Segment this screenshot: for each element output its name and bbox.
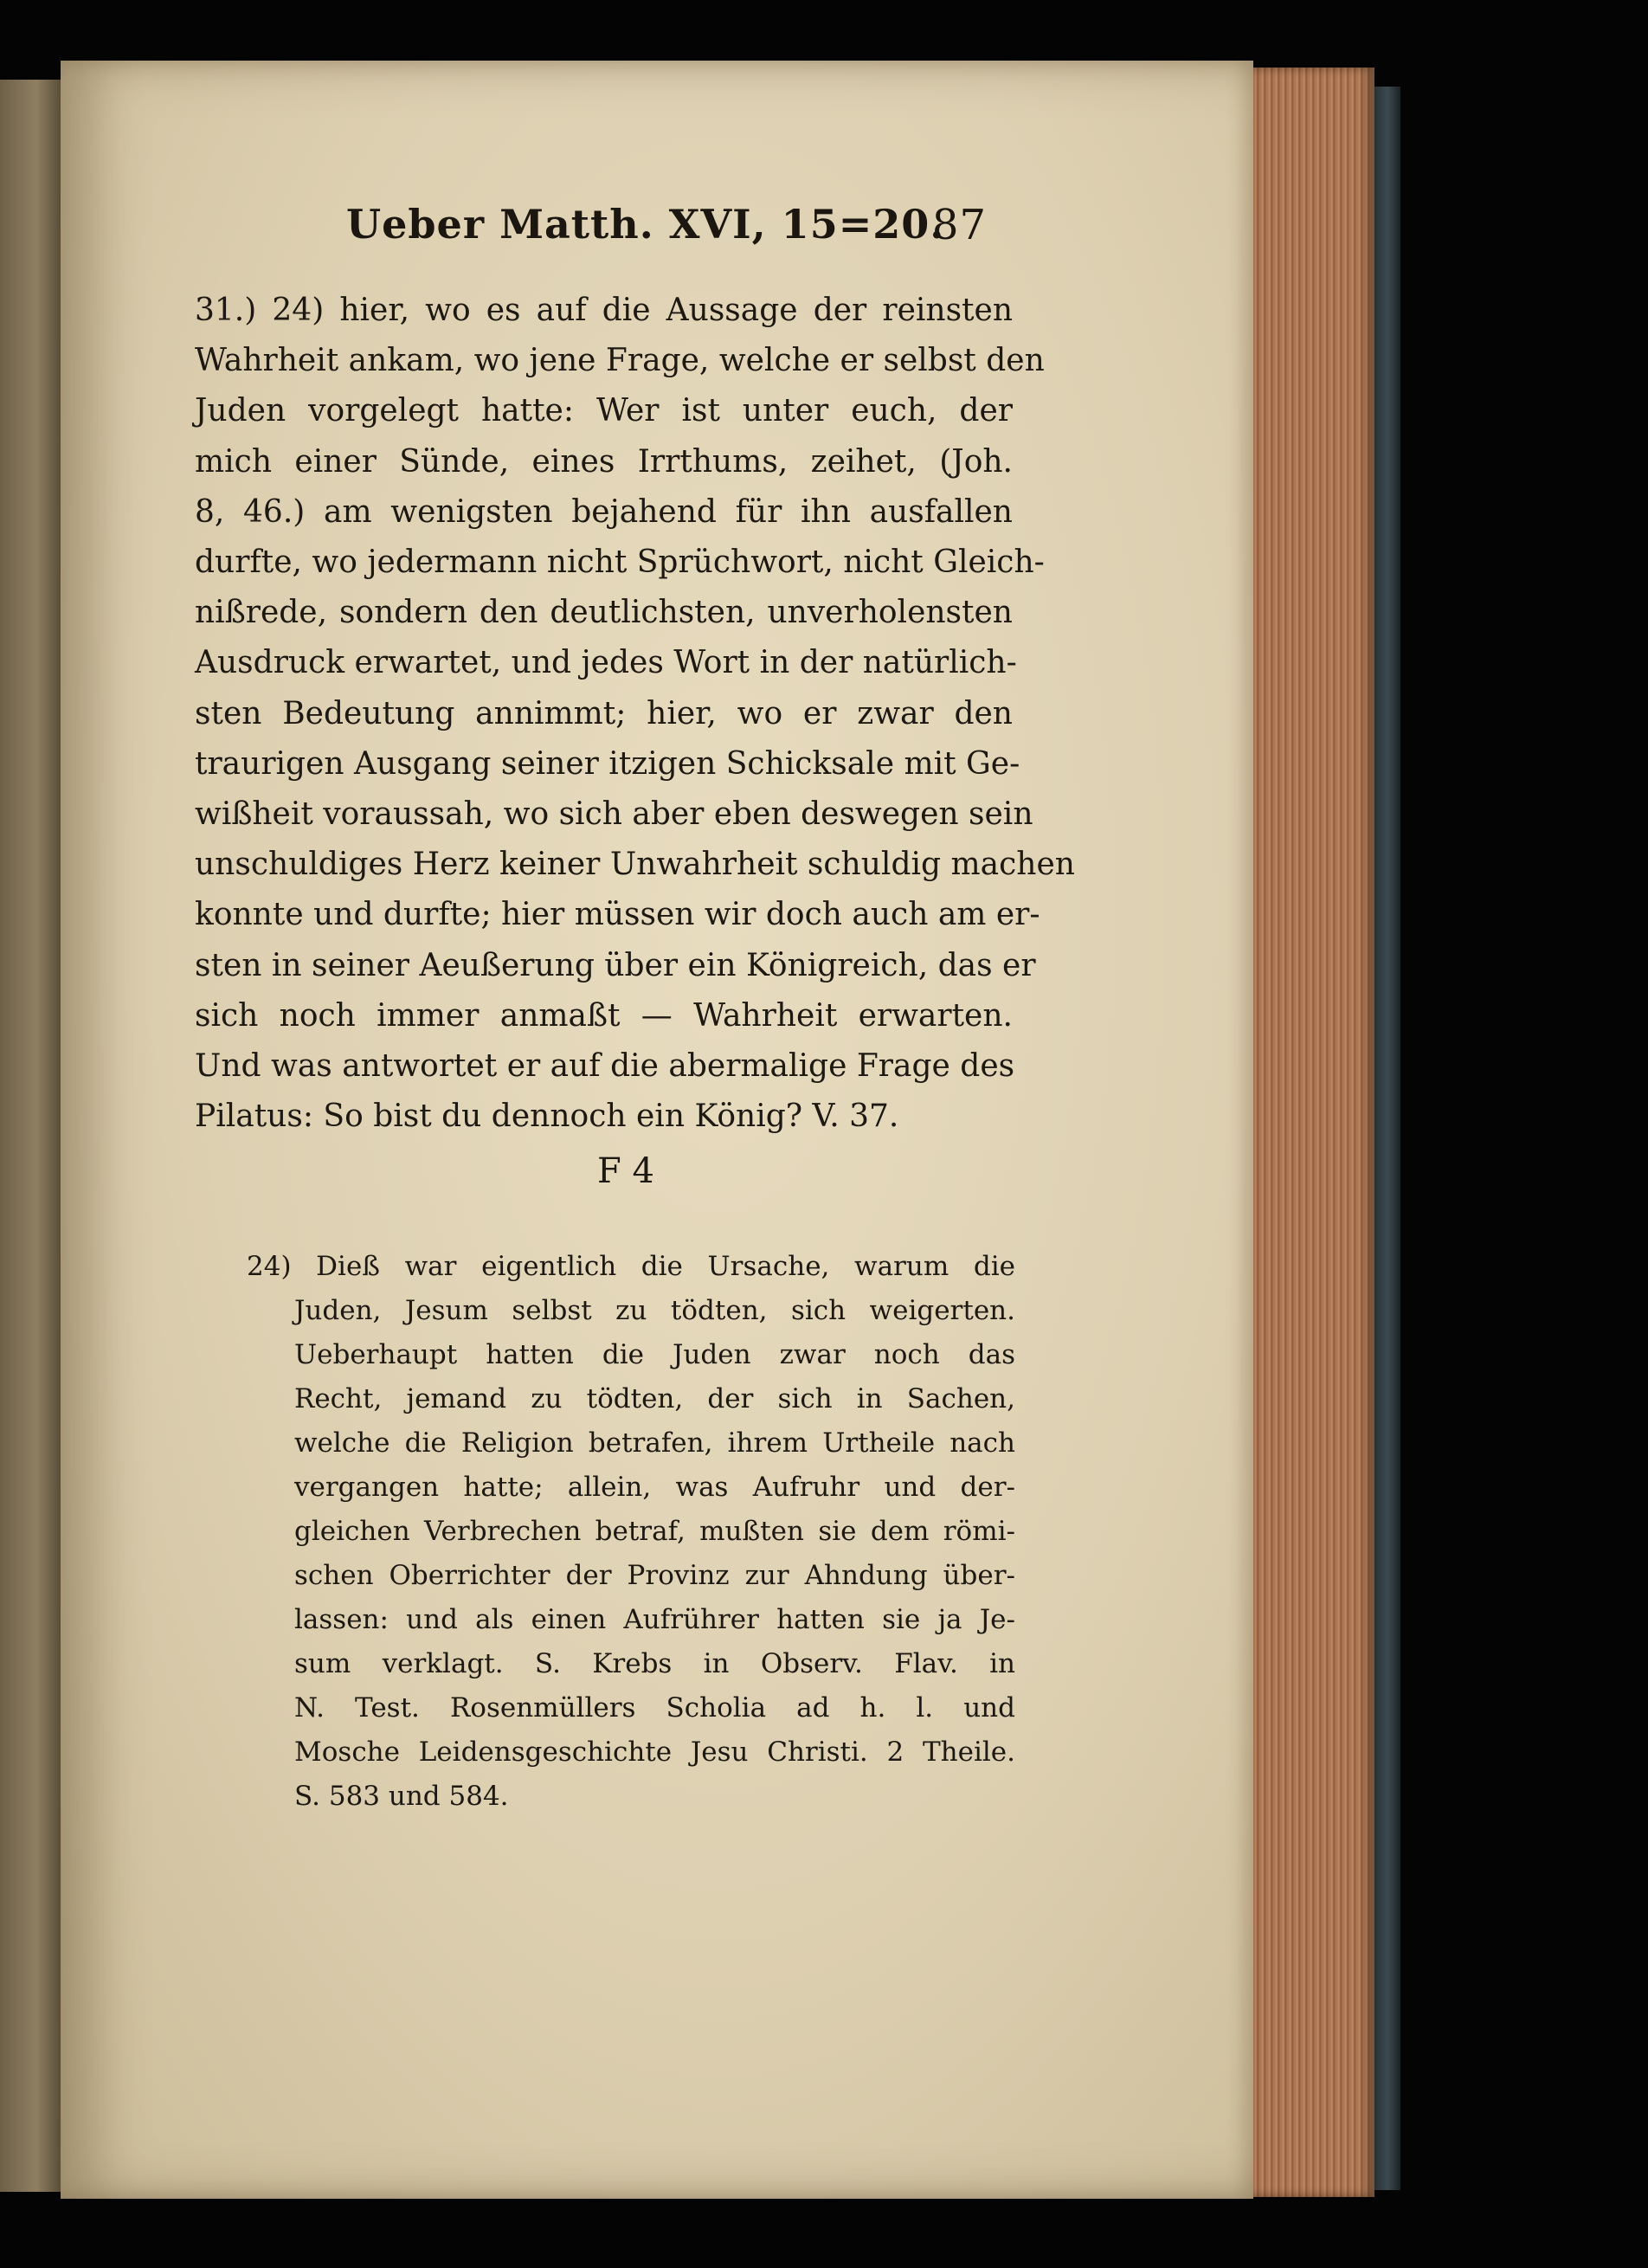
footnote-line: N. Test. Rosenmüllers Scholia ad h. l. und <box>294 1692 1015 1724</box>
running-header <box>346 201 1039 261</box>
footnote-line: S. 583 und 584. <box>294 1781 509 1812</box>
footnote-line: Recht, jemand zu tödten, der sich in Sachen, <box>294 1383 1015 1414</box>
text-line: sich noch immer anmaßt — Wahrheit erwarten. <box>195 997 1013 1034</box>
text-line: 8, 46.) am wenigsten bejahend für ihn ausfallen <box>195 493 1013 530</box>
signature-mark: F 4 <box>597 1151 654 1191</box>
text-line: durfte, wo jedermann nicht Sprüchwort, nicht Gleich- <box>195 544 1045 581</box>
footnote-line: schen Oberrichter der Provinz zur Ahndung über- <box>294 1560 1015 1591</box>
text-line: Ausdruck erwartet, und jedes Wort in der natürlich- <box>195 645 1017 681</box>
text-line: mich einer Sünde, eines Irrthums, zeihet, (Joh. <box>195 443 1013 480</box>
book-page-edges <box>1253 68 1374 2197</box>
text-line: Pilatus: So bist du dennoch ein König? V. 37. <box>195 1099 899 1135</box>
facing-page-edge <box>0 80 61 2192</box>
text-line: sten Bedeutung annimmt; hier, wo er zwar den <box>195 695 1013 731</box>
text-line: Wahrheit ankam, wo jene Frage, welche er selbst den <box>195 343 1045 379</box>
page-number: 87 <box>931 201 987 249</box>
text-line: unschuldiges Herz keiner Unwahrheit schuldig machen <box>195 847 1075 883</box>
running-title: Ueber Matth. XVI, 15=20. <box>346 201 945 248</box>
footnote-line: lassen: und als einen Aufrührer hatten sie ja Je- <box>294 1604 1015 1635</box>
text-line: konnte und durfte; hier müssen wir doch auch am er- <box>195 897 1040 933</box>
footnote-line: sum verklagt. S. Krebs in Observ. Flav. in <box>294 1648 1015 1679</box>
text-line: wißheit voraussah, wo sich aber eben deswegen sein <box>195 796 1033 833</box>
footnote-line: vergangen hatte; allein, was Aufruhr und der- <box>294 1472 1015 1503</box>
text-line: 31.) 24) hier, wo es auf die Aussage der reinsten <box>195 293 1013 328</box>
main-text <box>195 286 1075 1142</box>
footnote <box>247 1245 1015 1819</box>
footnote-line: gleichen Verbrechen betraf, mußten sie dem römi- <box>294 1516 1015 1547</box>
footnote-line: Ueberhaupt hatten die Juden zwar noch das <box>294 1339 1015 1370</box>
text-line: nißrede, sondern den deutlichsten, unverholensten <box>195 595 1013 631</box>
footnote-line: Juden, Jesum selbst zu tödten, sich weigerten. <box>294 1295 1015 1326</box>
text-line: sten in seiner Aeußerung über ein Königreich, das er <box>195 947 1036 983</box>
text-line: Juden vorgelegt hatte: Wer ist unter euch, der <box>195 393 1013 429</box>
book-cover-edge <box>1374 87 1400 2190</box>
footnote-line: welche die Religion betrafen, ihrem Urtheile nach <box>294 1427 1015 1459</box>
footnote-line: Mosche Leidensgeschichte Jesu Christi. 2 Theile. <box>294 1736 1015 1768</box>
text-line: Und was antwortet er auf die abermalige Frage des <box>195 1048 1015 1085</box>
text-line: traurigen Ausgang seiner itzigen Schicksale mit Ge- <box>195 745 1020 782</box>
footnote-line: 24) Dieß war eigentlich die Ursache, warum die <box>247 1251 1015 1282</box>
